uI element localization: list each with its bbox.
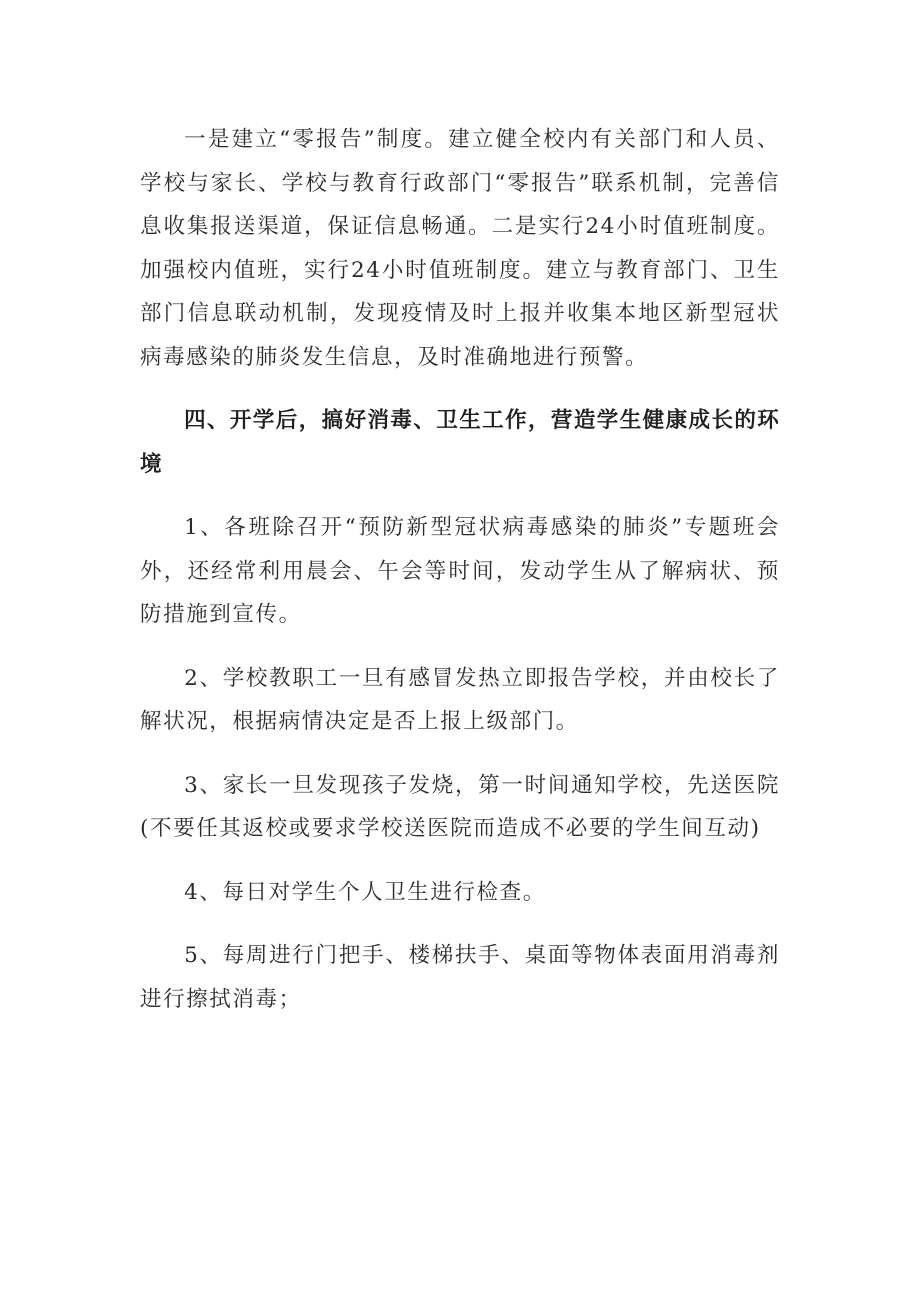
- list-item-1-class-meeting: 1、各班除召开“预防新型冠状病毒感染的肺炎”专题班会外，还经常利用晨会、午会等时间，发动学生从了解病状、预防措施到宣传。: [140, 515, 780, 627]
- paragraph-zero-report-system: 一是建立“零报告”制度。建立健全校内有关部门和人员、学校与家长、学校与教育行政部门“零报告”联系机制，完善信息收集报送渠道，保证信息畅通。二是实行24小时值班制度。加强校内值班，实行24小时值班制度。建立与教育部门、卫生部门信息联动机制，发现疫情及时上报并收集本地区新型冠状病毒感染的肺炎发生信息，及时准确地进行预警。: [140, 127, 780, 370]
- list-item-2-staff-report: 2、学校教职工一旦有感冒发热立即报告学校，并由校长了解状况，根据病情决定是否上报上级部门。: [140, 665, 780, 734]
- list-item-4-hygiene-check: 4、每日对学生个人卫生进行检查。: [184, 879, 546, 905]
- list-item-5-disinfection: 5、每周进行门把手、楼梯扶手、桌面等物体表面用消毒剂进行擦拭消毒；: [140, 943, 780, 1012]
- list-item-3-parent-notify: 3、家长一旦发现孩子发烧，第一时间通知学校，先送医院(不要任其返校或要求学校送医院而造成不必要的学生间互动): [140, 772, 780, 841]
- section-heading-four: 四、开学后，搞好消毒、卫生工作，营造学生健康成长的环境: [140, 408, 780, 477]
- document-page: [140, 118, 780, 1021]
